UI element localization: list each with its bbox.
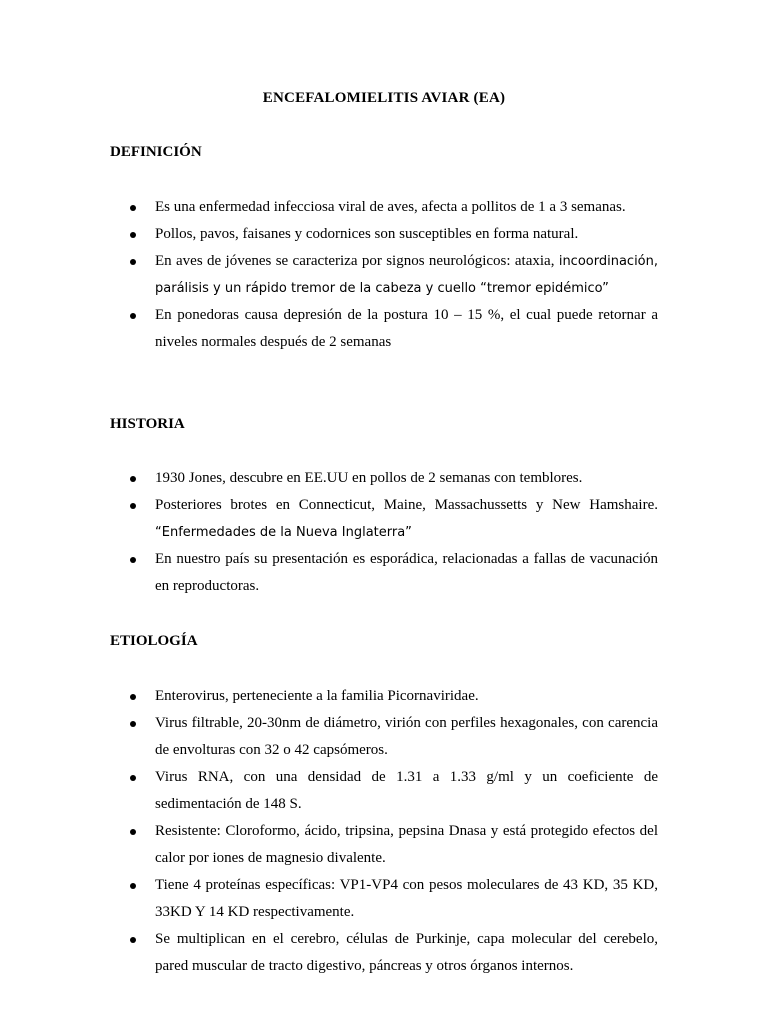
- section-heading-historia: HISTORIA: [110, 416, 185, 432]
- list-item: En aves de jóvenes se caracteriza por signos neurológicos: ataxia, incoordinación, parálisis y un rápido tremor de la cabeza y cuello “tremor epidémico”: [0, 248, 768, 302]
- list-item: Virus RNA, con una densidad de 1.31 a 1.33 g/ml y un coeficiente de sedimentación de 148 S.: [0, 764, 768, 818]
- bullet-icon: [130, 721, 136, 727]
- bullet-icon: [130, 503, 136, 509]
- bullet-icon: [130, 232, 136, 238]
- list-item: Virus filtrable, 20-30nm de diámetro, virión con perfiles hexagonales, con carencia de envolturas con 32 o 42 capsómeros.: [0, 710, 768, 764]
- list-item: En nuestro país su presentación es esporádica, relacionadas a fallas de vacunación en reproductoras.: [0, 546, 768, 600]
- section-heading-definicion: DEFINICIÓN: [110, 144, 202, 160]
- bullet-icon: [130, 694, 136, 700]
- section-heading-etiologia: ETIOLOGÍA: [110, 633, 198, 649]
- bullet-icon: [130, 476, 136, 482]
- list-item: Enterovirus, perteneciente a la familia Picornaviridae.: [0, 683, 768, 710]
- document-title: ENCEFALOMIELITIS AVIAR (EA): [262, 90, 506, 106]
- bullet-icon: [130, 829, 136, 835]
- list-item: Tiene 4 proteínas específicas: VP1-VP4 con pesos moleculares de 43 KD, 35 KD, 33KD Y 14 KD respectivamente.: [0, 872, 768, 926]
- list-item: 1930 Jones, descubre en EE.UU en pollos de 2 semanas con temblores.: [0, 465, 768, 492]
- definicion-list: [0, 194, 768, 356]
- list-item: Pollos, pavos, faisanes y codornices son susceptibles en forma natural.: [0, 221, 768, 248]
- bullet-icon: [130, 259, 136, 265]
- bullet-icon: [130, 937, 136, 943]
- list-item: En ponedoras causa depresión de la postura 10 – 15 %, el cual puede retornar a niveles normales después de 2 semanas: [0, 302, 768, 356]
- list-item: Se multiplican en el cerebro, células de Purkinje, capa molecular del cerebelo, pared muscular de tracto digestivo, páncreas y otros órganos internos.: [0, 926, 768, 980]
- list-item: Es una enfermedad infecciosa viral de aves, afecta a pollitos de 1 a 3 semanas.: [0, 194, 768, 221]
- bullet-icon: [130, 883, 136, 889]
- bullet-icon: [130, 205, 136, 211]
- list-item: Resistente: Cloroformo, ácido, tripsina, pepsina Dnasa y está protegido efectos del calor por iones de magnesio divalente.: [0, 818, 768, 872]
- list-item: Posteriores brotes en Connecticut, Maine, Massachussetts y New Hamshaire. “Enfermedades de la Nueva Inglaterra”: [0, 492, 768, 546]
- historia-list: [0, 465, 768, 600]
- bullet-icon: [130, 313, 136, 319]
- bullet-icon: [130, 557, 136, 563]
- bullet-icon: [130, 775, 136, 781]
- etiologia-list: [0, 683, 768, 980]
